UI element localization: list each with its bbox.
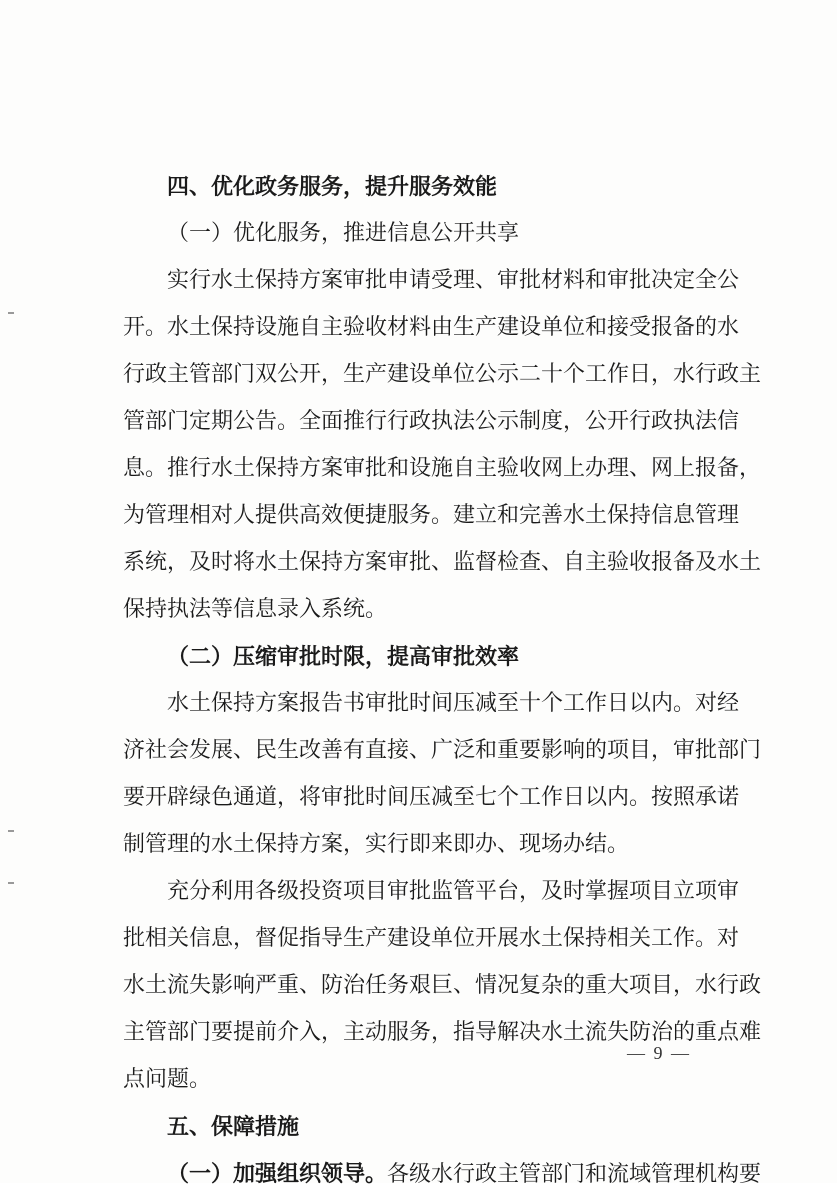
paragraph-2 (123, 685, 762, 864)
paragraph-line: 点问题。 (123, 1067, 212, 1092)
paragraph-line: 管部门定期公告。全面推行行政执法公示制度，公开行政执法信 (123, 409, 740, 434)
paragraph-line: 系统，及时将水土保持方案审批、监督检查、自主验收报备及水土 (123, 550, 762, 575)
scan-margin-mark (8, 312, 14, 314)
paragraph-line: 济社会发展、民生改善有直接、广泛和重要影响的项目，审批部门 (123, 738, 762, 763)
section-heading-5: 五、保障措施 (167, 1114, 300, 1140)
paragraph-line: 要开辟绿色通道，将审批时间压减至七个工作日以内。按照承诺 (123, 785, 740, 810)
scan-margin-mark (8, 830, 14, 832)
subsection-heading-1: （一）优化服务，推进信息公开共享 (167, 221, 520, 246)
paragraph-line: 主管部门要提前介入，主动服务，指导解决水土流失防治的重点难 (123, 1020, 762, 1045)
paragraph-line: 为管理相对人提供高效便捷服务。建立和完善水土保持信息管理 (123, 503, 740, 528)
paragraph-line: 息。推行水土保持方案审批和设施自主验收网上办理、网上报备， (123, 456, 762, 481)
paragraph-line: 水土流失影响严重、防治任务艰巨、情况复杂的重大项目，水行政 (123, 973, 762, 998)
paragraph-3 (123, 873, 762, 1099)
paragraph-line: 实行水土保持方案审批申请受理、审批材料和审批决定全公 (167, 268, 740, 293)
paragraph-line: 行政主管部门双公开，生产建设单位公示二十个工作日，水行政主 (123, 362, 762, 387)
scan-margin-mark (8, 882, 14, 884)
paragraph-line: 水土保持方案报告书审批时间压减至十个工作日以内。对经 (167, 691, 740, 716)
paragraph-4-lead: （一）加强组织领导。 (167, 1161, 388, 1187)
paragraph-line: 批相关信息，督促指导生产建设单位开展水土保持相关工作。对 (123, 926, 740, 951)
section-heading-4: 四、优化政务服务，提升服务效能 (167, 174, 498, 200)
paragraph-4-text: 各级水行政主管部门和流域管理机构要 (387, 1162, 762, 1187)
paragraph-line: 充分利用各级投资项目审批监管平台，及时掌握项目立项审 (167, 879, 740, 904)
paragraph-1 (123, 262, 762, 629)
paragraph-line: 保持执法等信息录入系统。 (123, 597, 388, 622)
paragraph-line: 开。水土保持设施自主验收材料由生产建设单位和接受报备的水 (123, 315, 740, 340)
paragraph-4 (123, 1155, 762, 1193)
page-number: — 9 — (627, 1043, 691, 1063)
paragraph-line: 制管理的水土保持方案，实行即来即办、现场办结。 (123, 832, 630, 857)
subsection-heading-2: （二）压缩审批时限，提高审批效率 (167, 644, 520, 670)
document-body (123, 168, 762, 1193)
